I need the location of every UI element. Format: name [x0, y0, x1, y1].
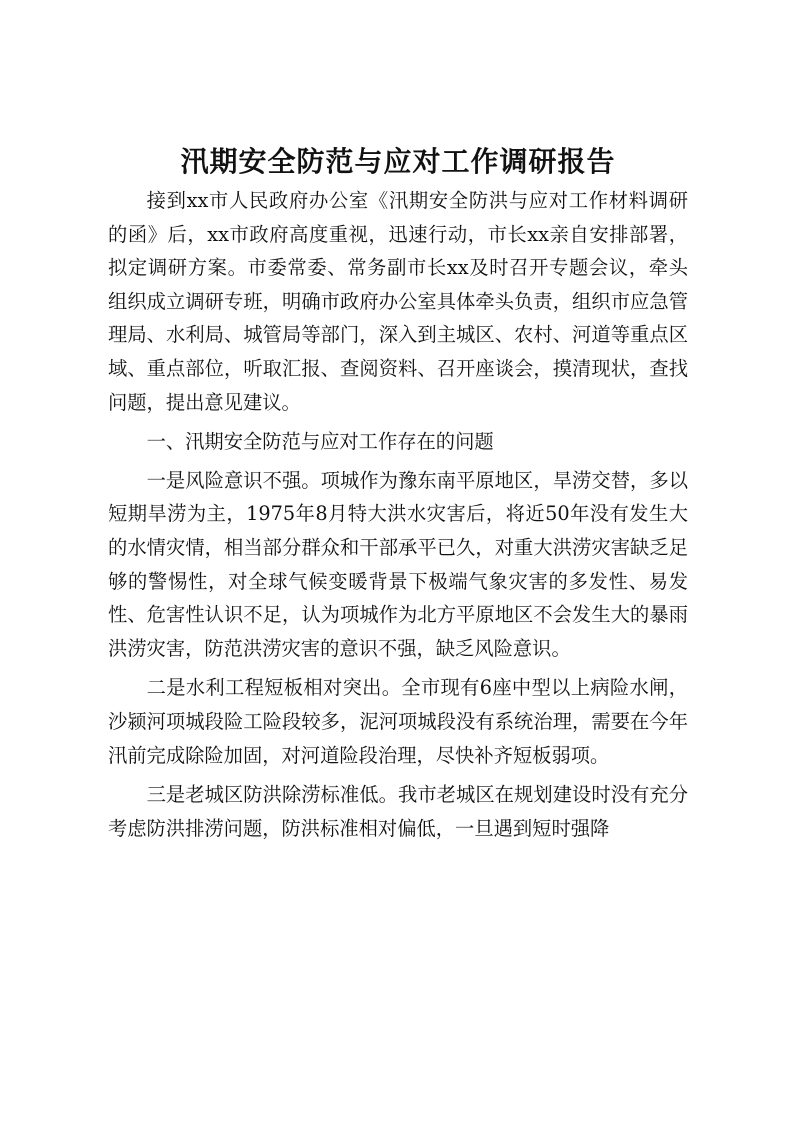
intro-paragraph: 接到xx市人民政府办公室《汛期安全防洪与应对工作材料调研的函》后，xx市政府高度重视，迅速行动，市长xx亲自安排部署，拟定调研方案。市委常委、常务副市长xx及时召开专题会议，牵头组织成立调研专班，明确市政府办公室具体牵头负责，组织市应急管理局、水利局、城管局等部门，深入到主城区、农村、河道等重点区域、重点部位，听取汇报、查阅资料、召开座谈会，摸清现状，查找问题，提出意见建议。 [108, 189, 688, 414]
document-page [108, 140, 688, 845]
body-paragraph-2: 二是水利工程短板相对突出。全市现有6座中型以上病险水闸，沙颍河项城段险工险段较多，泥河项城段没有系统治理，需要在今年汛前完成除险加固，对河道险段治理，尽快补齐短板弱项。 [108, 676, 688, 767]
body-paragraph-1: 一是风险意识不强。项城作为豫东南平原地区，旱涝交替，多以短期旱涝为主，1975年8月特大洪水灾害后，将近50年没有发生大的水情灾情，相当部分群众和干部承平已久，对重大洪涝灾害缺乏足够的警惕性，对全球气候变暖背景下极端气象灾害的多发性、易发性、危害性认识不足，认为项城作为北方平原地区不会发生大的暴雨洪涝灾害，防范洪涝灾害的意识不强，缺乏风险意识。 [108, 468, 688, 660]
body-paragraph-3: 三是老城区防洪除涝标准低。我市老城区在规划建设时没有充分考虑防洪排涝问题，防洪标准相对偏低，一旦遇到短时强降 [108, 783, 688, 840]
document-title: 汛期安全防范与应对工作调研报告 [180, 145, 616, 178]
section-heading: 一、汛期安全防范与应对工作存在的问题 [146, 430, 494, 454]
